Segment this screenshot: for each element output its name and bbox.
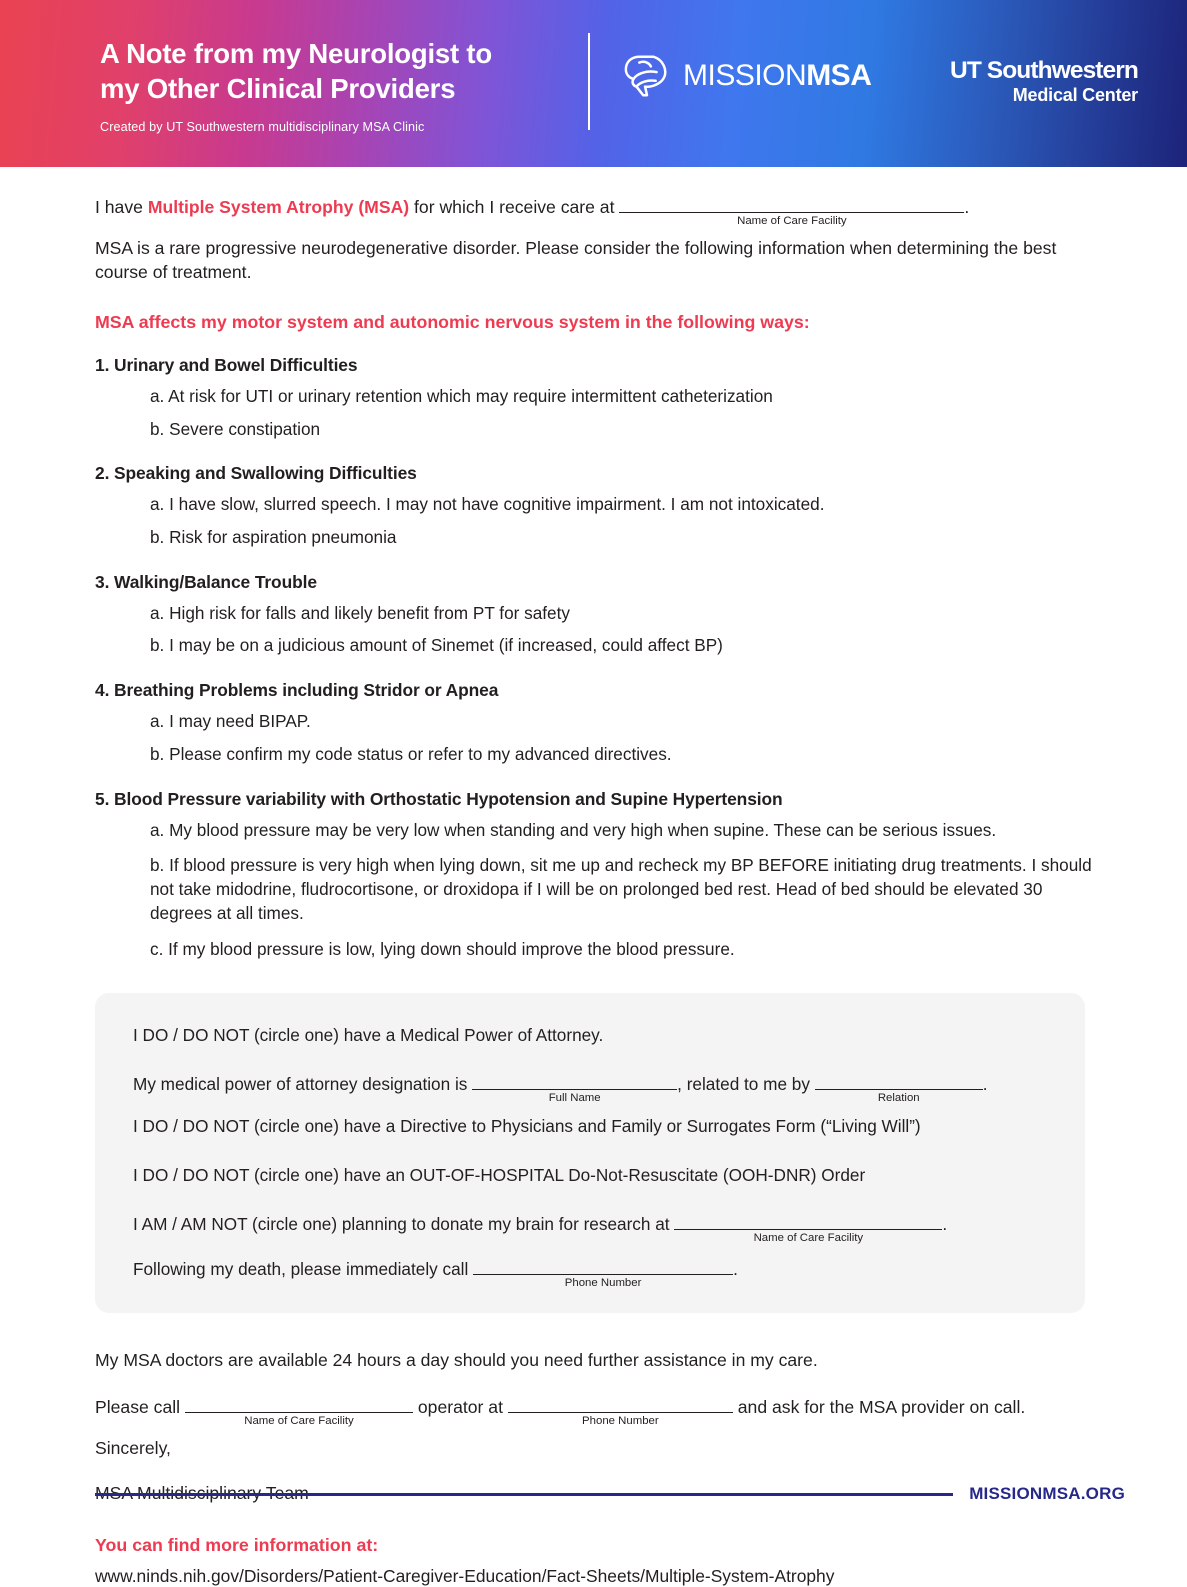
please-call-mid: operator at (412, 1396, 508, 1417)
symptom-sub: b. Please confirm my code status or refer to my advanced directives. (150, 743, 672, 764)
please-call-end: and ask for the MSA provider on call. (732, 1396, 1026, 1417)
symptom-title: 2. Speaking and Swallowing Difficulties (95, 463, 417, 484)
call-facility-blank[interactable] (185, 1394, 413, 1427)
mission-word-1: MISSION (683, 59, 807, 92)
call-phone-caption: Phone Number (582, 1414, 659, 1427)
poa-designation-end: . (982, 1074, 988, 1095)
ut-southwestern-logo (922, 58, 1138, 106)
symptom-item (95, 789, 1103, 962)
brain-icon (622, 52, 672, 100)
care-facility-blank-caption: Name of Care Facility (737, 215, 847, 227)
please-call-line (95, 1394, 1103, 1427)
symptom-title: 3. Walking/Balance Trouble (95, 571, 317, 592)
symptom-sub: c. If my blood pressure is low, lying down should improve the blood pressure. (150, 938, 735, 959)
directive-ooh-dnr[interactable]: I DO / DO NOT (circle one) have an OUT-OF-HOSPITAL Do-Not-Resuscitate (OOH-DNR) Order (133, 1164, 866, 1185)
more-info-heading: You can find more information at: (95, 1535, 379, 1556)
brain-donation-end: . (942, 1213, 948, 1234)
symptom-title: 4. Breathing Problems including Stridor or Apnea (95, 680, 499, 701)
poa-full-name-blank[interactable] (472, 1071, 677, 1105)
availability-text: My MSA doctors are available 24 hours a day should you need further assistance in my care. (95, 1349, 818, 1370)
more-info-url[interactable]: www.ninds.nih.gov/Disorders/Patient-Caregiver-Education/Fact-Sheets/Multiple-System-Atrophy (95, 1566, 835, 1587)
page-title (100, 36, 500, 106)
intro-lead-pre: I have (95, 197, 148, 217)
poa-relation-caption: Relation (877, 1092, 920, 1105)
header-title-block (0, 0, 500, 134)
directive-poa-designation (133, 1071, 1085, 1105)
after-death-call-pre: Following my death, please immediately call (133, 1258, 474, 1279)
directive-power-of-attorney[interactable]: I DO / DO NOT (circle one) have a Medical Power of Attorney. (133, 1025, 604, 1046)
after-death-phone-caption: Phone Number (564, 1276, 642, 1289)
symptom-item (95, 572, 1103, 658)
symptom-sub: b. Severe constipation (150, 418, 321, 439)
symptom-item (95, 463, 1103, 549)
symptom-sub: a. At risk for UTI or urinary retention which may require intermittent catheterization (150, 385, 773, 406)
page-subtitle: Created by UT Southwestern multidisciplinary MSA Clinic (100, 120, 425, 135)
poa-relation-blank[interactable] (815, 1071, 983, 1105)
sincerely-text: Sincerely, (95, 1437, 171, 1458)
poa-full-name-caption: Full Name (548, 1092, 601, 1105)
document-header (0, 0, 1187, 167)
brain-donation-pre: I AM / AM NOT (circle one) planning to donate my brain for research at (133, 1213, 675, 1234)
header-divider (588, 33, 590, 130)
symptom-sub: a. I have slow, slurred speech. I may not have cognitive impairment. I am not intoxicated. (150, 494, 825, 515)
symptom-title: 1. Urinary and Bowel Difficulties (95, 354, 358, 375)
after-death-phone-blank[interactable] (473, 1256, 733, 1289)
footer-rule (95, 1493, 953, 1496)
mission-msa-logo (622, 52, 871, 100)
intro-paragraph: MSA is a rare progressive neurodegenerative disorder. Please consider the following information when determining the best course of treatment. (95, 237, 1057, 282)
directive-living-will[interactable]: I DO / DO NOT (circle one) have a Directive to Physicians and Family or Surrogates Form (“Living Will”) (133, 1116, 921, 1137)
brain-donation-facility-blank[interactable] (674, 1211, 942, 1244)
call-phone-blank[interactable] (508, 1394, 733, 1427)
call-facility-caption: Name of Care Facility (244, 1414, 354, 1427)
footer-website-url[interactable]: MISSIONMSA.ORG (969, 1484, 1125, 1503)
utsw-logo-line1: UT Southwestern (950, 57, 1138, 84)
symptom-sub: a. My blood pressure may be very low when standing and very high when supine. These can be serious issues. (150, 819, 997, 840)
msa-term: Multiple System Atrophy (MSA) (147, 197, 410, 217)
utsw-logo-line2: Medical Center (1012, 84, 1138, 105)
symptom-sub: a. High risk for falls and likely benefit from PT for safety (150, 602, 570, 623)
symptom-sub: b. Risk for aspiration pneumonia (150, 526, 397, 547)
symptom-item (95, 355, 1103, 441)
page-title-line1: A Note from my Neurologist to (100, 38, 492, 69)
mission-msa-wordmark (683, 61, 871, 91)
document-footer (95, 1484, 1125, 1504)
mission-word-2: MSA (806, 59, 872, 92)
document-body (0, 194, 1187, 1587)
symptom-item (95, 680, 1103, 766)
symptom-sub: b. If blood pressure is very high when lying down, sit me up and recheck my BP BEFORE initiating drug treatments. I should not take midodrine, fludrocortisone, or droxidopa if I will be on prolonged bed rest. Head of bed should be elevated 30 degrees at all times. (150, 855, 1092, 923)
intro-lead-post: for which I receive care at (409, 197, 620, 217)
after-death-call-end: . (733, 1258, 738, 1279)
intro-lead-end: . (964, 197, 970, 217)
poa-designation-mid: , related to me by (677, 1074, 815, 1095)
closing-block (95, 1349, 1103, 1587)
brain-donation-facility-caption: Name of Care Facility (753, 1231, 864, 1244)
care-facility-blank[interactable] (619, 194, 964, 227)
symptom-title: 5. Blood Pressure variability with Orthostatic Hypotension and Supine Hypertension (95, 788, 783, 809)
symptom-sub: b. I may be on a judicious amount of Sinemet (if increased, could affect BP) (150, 635, 723, 656)
intro-lead-line (95, 194, 1103, 227)
directive-brain-donation (133, 1211, 1085, 1244)
please-call-pre: Please call (95, 1396, 185, 1417)
poa-designation-pre: My medical power of attorney designation is (133, 1074, 473, 1095)
directive-after-death-call (133, 1256, 1085, 1289)
page-title-line2: my Other Clinical Providers (100, 73, 456, 105)
symptom-sub: a. I may need BIPAP. (150, 711, 311, 732)
affects-section-heading: MSA affects my motor system and autonomic nervous system in the following ways: (95, 311, 810, 332)
advance-directives-box (95, 993, 1085, 1312)
